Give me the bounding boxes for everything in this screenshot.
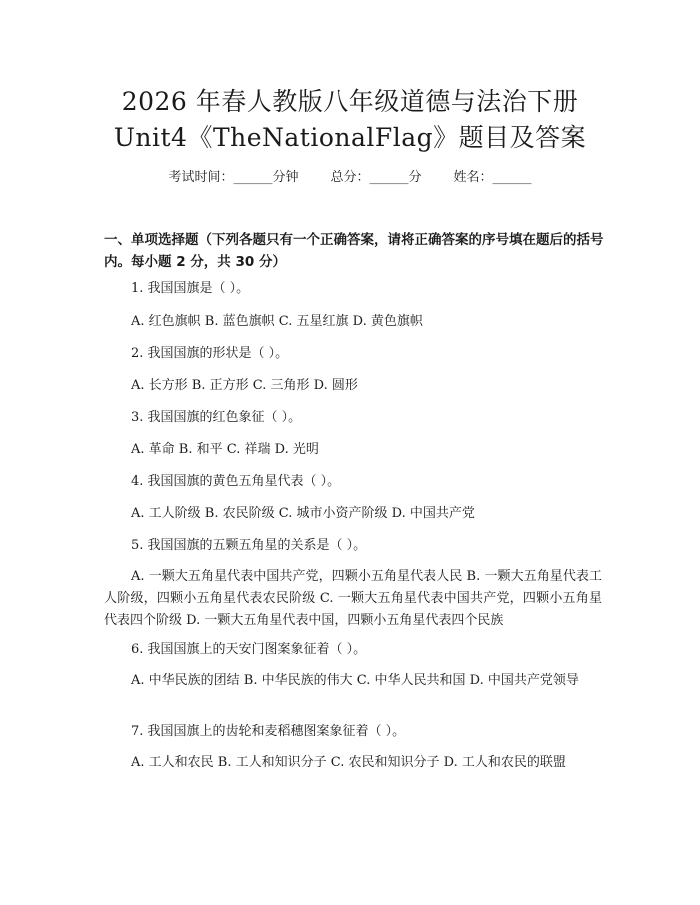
exam-student-name: 姓名：______ [453,170,532,185]
question-stem: 7. 我国国旗上的齿轮和麦稻穗图案象征着（ ）。 [131,724,406,739]
question-options: A. 工人阶级 B. 农民阶级 C. 城市小资产阶级 D. 中国共产党 [131,506,475,521]
question-options: A. 中华民族的团结 B. 中华民族的伟大 C. 中华人民共和国 D. 中国共产党领导 [131,673,579,688]
question-stem: 6. 我国国旗上的天安门图案象征着（ ）。 [131,642,367,657]
question-options: A. 红色旗帜 B. 蓝色旗帜 C. 五星红旗 D. 黄色旗帜 [131,314,423,329]
question-stem: 2. 我国国旗的形状是（ ）。 [131,346,289,361]
document-title-line-2: Unit4《TheNationalFlag》题目及答案 [113,123,587,152]
question-stem: 3. 我国国旗的红色象征（ ）。 [131,410,302,425]
question-options: A. 工人和农民 B. 工人和知识分子 C. 农民和知识分子 D. 工人和农民的联盟 [131,755,566,770]
question-options: A. 一颗大五角星代表中国共产党，四颗小五角星代表人民 B. 一颗大五角星代表工人阶级，四颗小五角星代表农民阶级 C. 一颗大五角星代表中国共产党，四颗小五角星代表四个阶级 D. 一颗大五角星代表中国，四颗小五角星代表四个民族 [104,569,602,628]
question-stem: 1. 我国国旗是（ ）。 [131,281,250,296]
question-stem: 5. 我国国旗的五颗五角星的关系是（ ）。 [131,538,367,553]
question-options: A. 革命 B. 和平 C. 祥瑞 D. 光明 [131,442,319,457]
question-stem: 4. 我国国旗的黄色五角星代表（ ）。 [131,474,341,489]
document-title-line-1: 2026 年春人教版八年级道德与法治下册 [121,87,579,116]
exam-time: 考试时间：______分钟 [168,170,299,185]
question-options: A. 长方形 B. 正方形 C. 三角形 D. 圆形 [131,378,358,393]
exam-info [0,168,700,188]
exam-total-score: 总分：______分 [330,170,422,185]
section-heading: 一、单项选择题（下列各题只有一个正确答案，请将正确答案的序号填在题后的括号内。每小题 2 分，共 30 分） [104,232,604,270]
